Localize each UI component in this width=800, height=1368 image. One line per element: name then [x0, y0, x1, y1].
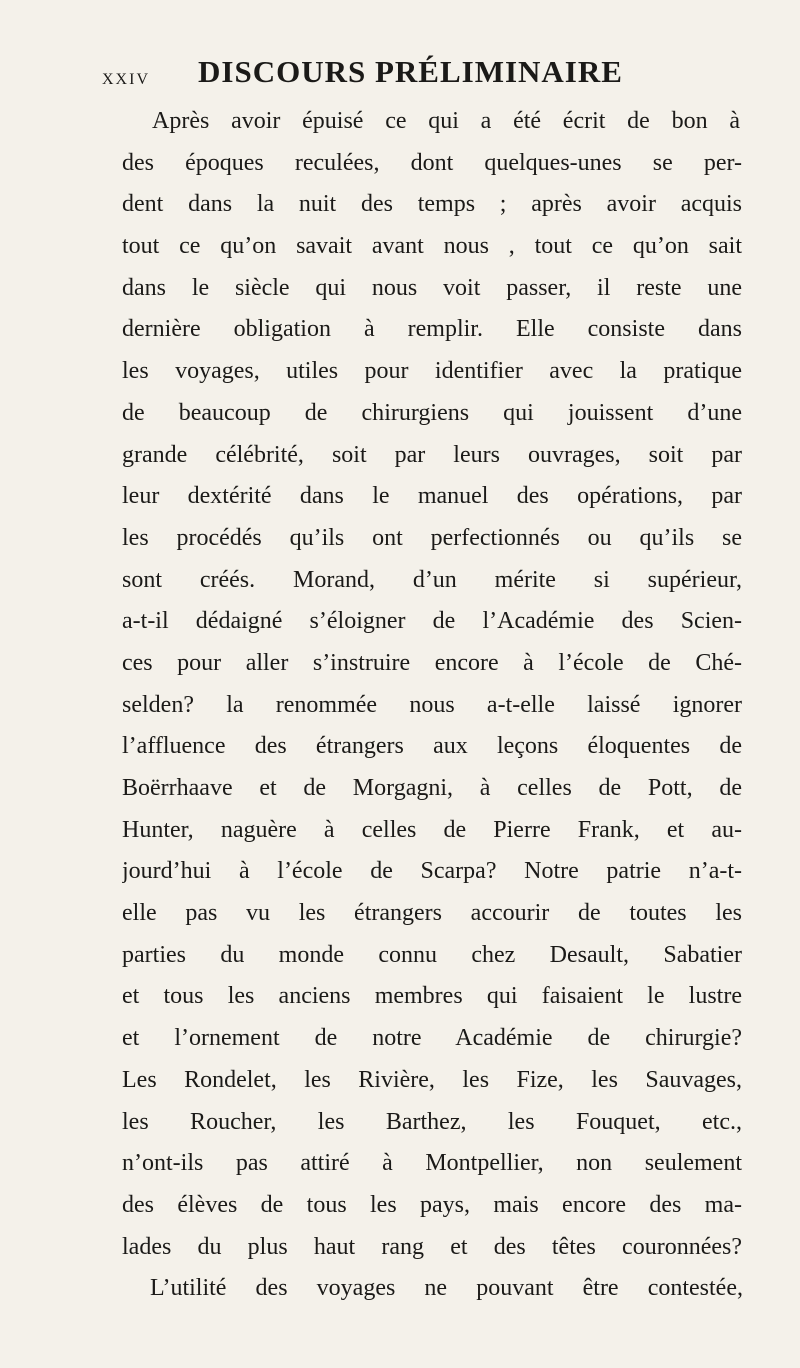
body-text	[122, 101, 742, 1310]
text-line: des élèves de tous les pays, mais encore des ma-	[122, 1191, 742, 1218]
text-line: Les Rondelet, les Rivière, les Fize, les Sauvages,	[122, 1066, 742, 1093]
text-line: ces pour aller s’instruire encore à l’école de Ché-	[122, 649, 742, 676]
text-line: grande célébrité, soit par leurs ouvrages, soit par	[122, 441, 742, 468]
text-line: selden? la renommée nous a-t-elle laissé ignorer	[122, 691, 742, 718]
text-line: les procédés qu’ils ont perfectionnés ou qu’ils se	[122, 524, 742, 551]
text-line: lades du plus haut rang et des têtes couronnées?	[122, 1233, 742, 1260]
text-line: tout ce qu’on savait avant nous , tout ce qu’on sait	[122, 233, 742, 260]
running-title: DISCOURS PRÉLIMINAIRE	[198, 54, 623, 89]
text-line: dent dans la nuit des temps ; après avoir acquis	[122, 191, 742, 218]
text-line: L’utilité des voyages ne pouvant être contestée,	[150, 1275, 743, 1302]
text-line: Hunter, naguère à celles de Pierre Frank, et au-	[122, 816, 742, 843]
text-line: jourd’hui à l’école de Scarpa? Notre patrie n’a-t-	[122, 858, 742, 885]
text-line: et tous les anciens membres qui faisaient le lustre	[122, 983, 742, 1010]
text-line: de beaucoup de chirurgiens qui jouissent d’une	[122, 399, 742, 426]
page-number: xxiv	[102, 64, 150, 89]
text-line: elle pas vu les étrangers accourir de toutes les	[122, 900, 742, 927]
text-line: leur dextérité dans le manuel des opérations, par	[122, 483, 742, 510]
text-line: parties du monde connu chez Desault, Sabatier	[122, 941, 742, 968]
text-line: Boërrhaave et de Morgagni, à celles de Pott, de	[122, 775, 742, 801]
text-line: dans le siècle qui nous voit passer, il reste une	[122, 274, 742, 301]
text-line: sont créés. Morand, d’un mérite si supérieur,	[122, 566, 742, 593]
text-line: a-t-il dédaigné s’éloigner de l’Académie des Scien-	[122, 608, 742, 635]
text-line: dernière obligation à remplir. Elle consiste dans	[122, 316, 742, 343]
text-line: et l’ornement de notre Académie de chirurgie?	[122, 1025, 742, 1052]
text-line: l’affluence des étrangers aux leçons éloquentes de	[122, 733, 742, 760]
text-line: n’ont-ils pas attiré à Montpellier, non seulement	[122, 1150, 742, 1177]
text-line: des époques reculées, dont quelques-unes se per-	[122, 149, 742, 176]
text-line: Après avoir épuisé ce qui a été écrit de bon à	[152, 108, 740, 134]
running-head	[100, 50, 660, 96]
text-line: les voyages, utiles pour identifier avec la pratique	[122, 358, 742, 385]
text-line: les Roucher, les Barthez, les Fouquet, etc.,	[122, 1108, 742, 1135]
